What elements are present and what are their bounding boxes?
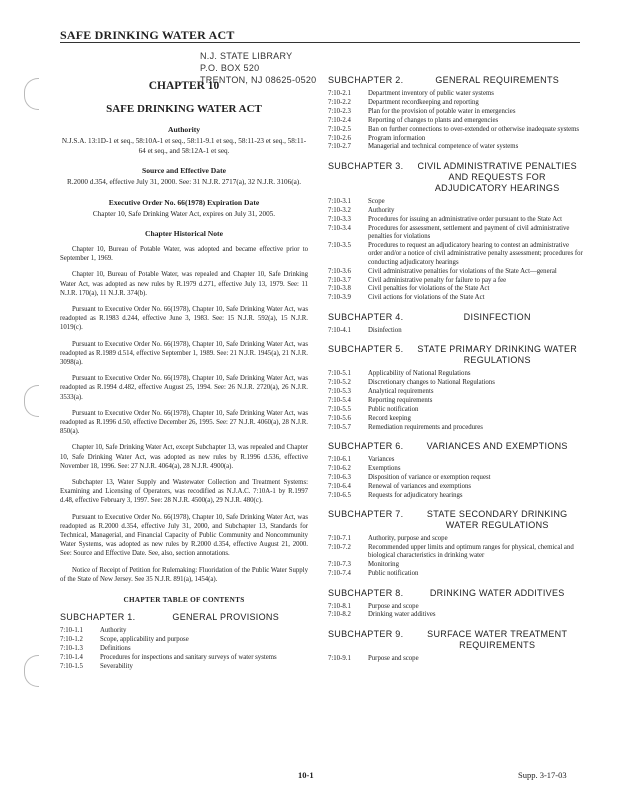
- subchapter-heading: [328, 629, 583, 651]
- section-number: 7:10-5.5: [328, 405, 351, 413]
- subchapter-title: CIVIL ADMINISTRATIVE PENALTIES AND REQUESTS FOR ADJUDICATORY HEARINGS: [417, 160, 577, 193]
- right-column: [328, 75, 583, 663]
- section-title: Ban on further connections to over-extended or otherwise inadequate systems: [368, 125, 580, 133]
- left-column: [60, 75, 308, 671]
- section-number: 7:10-2.4: [328, 116, 351, 124]
- section-title: Analytical requirements: [368, 387, 434, 395]
- section-number: 7:10-3.9: [328, 294, 351, 302]
- stamp-line: P.O. BOX 520: [200, 63, 260, 73]
- section-number: 7:10-3.8: [328, 285, 351, 293]
- subchapter-title: VARIANCES AND EXEMPTIONS: [426, 440, 568, 451]
- section-number: 7:10-5.1: [328, 370, 351, 378]
- section-number: 7:10-4.1: [328, 326, 351, 334]
- section-title: Department inventory of public water systems: [368, 90, 494, 97]
- section-number: 7:10-6.1: [328, 455, 351, 463]
- toc-entry: [328, 216, 583, 224]
- toc-entry: [328, 108, 583, 116]
- section-title: Variances: [368, 455, 395, 463]
- chapter-number: CHAPTER 10: [148, 80, 220, 92]
- toc-entry: [328, 268, 583, 276]
- subchapter-heading-row: [328, 629, 583, 651]
- section-number: 7:10-7.4: [328, 570, 351, 578]
- toc-entry: [328, 474, 583, 482]
- subchapter-label: SUBCHAPTER 2.: [328, 75, 404, 85]
- section-number: 7:10-2.6: [328, 134, 351, 142]
- section-number: 7:10-5.6: [328, 414, 351, 422]
- subchapter-heading-row: [328, 312, 583, 323]
- section-title: Purpose and scope: [368, 602, 419, 610]
- executive-order-text: Chapter 10, Safe Drinking Water Act, expires on July 31, 2005.: [92, 209, 276, 218]
- toc-entry: [328, 126, 583, 134]
- toc-entry: [328, 424, 583, 432]
- subchapter-label: SUBCHAPTER 7.: [328, 509, 404, 519]
- section-title: Civil administrative penalty for failure to pay a fee: [368, 276, 507, 284]
- section-number: 7:10-5.4: [328, 396, 351, 404]
- toc-entry: [328, 294, 583, 302]
- section-title: Plan for the provision of potable water in emergencies: [368, 107, 516, 115]
- history-paragraph: Pursuant to Executive Order No. 66(1978), Chapter 10, Safe Drinking Water Act, was readopted as R.1996 d.50, effective December 26, 1995. See: 27 N.J.R. 4060(a), 28 N.J.R. 850(a).: [60, 409, 308, 436]
- toc-entry: [328, 285, 583, 293]
- toc-entry: [328, 242, 583, 267]
- section-number: 7:10-3.2: [328, 206, 351, 214]
- section-number: 7:10-3.1: [328, 197, 351, 205]
- chapter-title: SAFE DRINKING WATER ACT: [106, 103, 262, 115]
- toc-entry: [60, 645, 308, 653]
- history-paragraph: Chapter 10, Safe Drinking Water Act, except Subchapter 13, was repealed and Chapter 10, Safe Drinking Water Act, was adopted as new rules by R.1996 d.536, effective November 18, 1996. See: 27 N.J.R. 4064(a), 28 N.J.R. 4900(a).: [60, 444, 308, 470]
- section-title: Civil actions for violations of the State Act: [368, 294, 485, 302]
- section-number: 7:10-1.1: [60, 627, 83, 635]
- toc-entry: [328, 456, 583, 464]
- section-number: 7:10-5.3: [328, 387, 351, 395]
- section-number: 7:10-2.2: [328, 98, 351, 106]
- section-title: Remediation requirements and procedures: [368, 423, 483, 431]
- toc-entry: [328, 117, 583, 125]
- subchapter-label: SUBCHAPTER 6.: [328, 440, 404, 451]
- section-title: Authority: [100, 627, 127, 635]
- source-heading: Source and Effective Date: [141, 166, 226, 175]
- toc-entry: [60, 636, 308, 644]
- section-title: Scope: [368, 197, 385, 205]
- toc-entry: [328, 492, 583, 500]
- history-paragraph: Pursuant to Executive Order No. 66(1978), Chapter 10, Safe Drinking Water Act, was readopted as R.1994 d.482, effective August 25, 1994. See: 26 N.J.R. 2720(a), 26 N.J.R. 3533(a).: [60, 375, 308, 401]
- header-rule: [60, 42, 580, 43]
- section-number: 7:10-1.4: [60, 653, 83, 661]
- section-title: Monitoring: [368, 561, 399, 569]
- section-title: Definitions: [100, 644, 131, 652]
- subchapter-heading-row: [328, 75, 583, 86]
- section-number: 7:10-5.2: [328, 379, 351, 387]
- section-number: 7:10-7.2: [328, 543, 351, 551]
- subchapter-heading: [60, 612, 308, 623]
- subchapter-heading: [328, 441, 583, 452]
- toc-entry: [328, 90, 583, 98]
- toc-entry: [328, 535, 583, 543]
- section-title: Reporting of changes to plants and emergencies: [368, 116, 499, 124]
- toc-entry: [328, 611, 583, 619]
- section-title: Disposition of variance or exemption request: [368, 473, 491, 481]
- subchapter-heading: [328, 509, 583, 531]
- authority-text: N.J.S.A. 13:1D-1 et seq., 58:10A-1 et seq., 58:11-9.1 et seq., 58:11-23 et seq., 58:11-64 et seq., and 58:12A-1 et seq.: [61, 137, 307, 155]
- toc-entry: [328, 207, 583, 215]
- section-number: 7:10-6.2: [328, 464, 351, 472]
- section-title: Public notification: [368, 570, 419, 578]
- toc-entry: [328, 397, 583, 405]
- section-number: 7:10-9.1: [328, 654, 351, 662]
- page-number: 10-1: [298, 770, 314, 780]
- section-number: 7:10-6.4: [328, 482, 351, 490]
- toc-entry: [328, 655, 583, 663]
- section-title: Reporting requirements: [368, 396, 433, 404]
- section-number: 7:10-2.5: [328, 125, 351, 133]
- toc-entry: [328, 370, 583, 378]
- section-title: Requests for adjudicatory hearings: [368, 491, 463, 499]
- section-title: Civil administrative penalties for violations of the State Act—general: [368, 267, 557, 275]
- source-text: R.2000 d.354, effective July 31, 2000. See: 31 N.J.R. 2717(a), 32 N.J.R. 3106(a).: [66, 178, 302, 186]
- history-paragraph: Chapter 10, Bureau of Potable Water, was repealed and Chapter 10, Safe Drinking Water Act, was adopted as new rules by R.1979 d.271, effective July 13, 1979. See: 11 N.J.R. 170(a), 11 N.J.R. 374(b).: [60, 271, 308, 297]
- section-title: Procedures for assessment, settlement and payment of civil administrative penalties for violations: [368, 224, 570, 240]
- history-paragraph: Chapter 10, Bureau of Potable Water, was adopted and became effective prior to September 1, 1969.: [60, 246, 308, 263]
- section-title: Authority: [368, 206, 395, 214]
- toc-entry: [328, 327, 583, 335]
- toc-heading: CHAPTER TABLE OF CONTENTS: [123, 596, 245, 605]
- history-paragraph: Pursuant to Executive Order No. 66(1978), Chapter 10, Safe Drinking Water Act, was readopted as R.1989 d.514, effective September 1, 1989. See: 21 N.J.R. 1945(a), 21 N.J.R. 3098(a).: [60, 340, 308, 367]
- authority-heading: Authority: [167, 125, 201, 134]
- subchapter-title: DRINKING WATER ADDITIVES: [429, 587, 565, 598]
- section-title: Purpose and scope: [368, 654, 419, 662]
- section-title: Disinfection: [368, 326, 402, 334]
- subchapter-title: GENERAL REQUIREMENTS: [435, 75, 560, 85]
- section-number: 7:10-3.3: [328, 215, 351, 223]
- toc-entry: [328, 225, 583, 242]
- section-number: 7:10-1.2: [60, 636, 83, 643]
- supplement-date: Supp. 3-17-03: [518, 770, 567, 780]
- section-number: 7:10-1.3: [60, 644, 83, 652]
- toc-entry: [60, 654, 308, 662]
- section-title: Department recordkeeping and reporting: [368, 98, 479, 106]
- subchapter-heading-row: [328, 509, 583, 531]
- toc-entry: [328, 135, 583, 143]
- subchapter-heading-row: [328, 441, 583, 452]
- toc-entry: [60, 627, 308, 635]
- subchapter-heading: [328, 588, 583, 599]
- section-number: 7:10-5.7: [328, 423, 351, 431]
- executive-order-heading: Executive Order No. 66(1978) Expiration Date: [108, 197, 260, 207]
- section-title: Program information: [368, 134, 426, 142]
- toc-left: [60, 612, 308, 671]
- subchapter-heading-row: [328, 161, 583, 194]
- running-head: SAFE DRINKING WATER ACT: [60, 28, 235, 42]
- section-title: Authority, purpose and scope: [368, 535, 448, 542]
- subchapter-label: SUBCHAPTER 9.: [328, 628, 404, 639]
- section-title: Exemptions: [368, 464, 401, 472]
- subchapter-label: SUBCHAPTER 3.: [328, 160, 404, 171]
- subchapter-heading-row: [328, 588, 583, 599]
- toc-entry: [328, 406, 583, 414]
- section-title: Procedures for inspections and sanitary surveys of water systems: [100, 653, 277, 661]
- section-title: Scope, applicability and purpose: [100, 636, 189, 643]
- toc-right: [328, 75, 583, 663]
- margin-mark: [24, 655, 39, 687]
- toc-entry: [328, 570, 583, 578]
- section-number: 7:10-1.5: [60, 662, 83, 670]
- toc-entry: [328, 99, 583, 107]
- section-title: Civil penalties for violations of the State Act: [368, 285, 490, 293]
- toc-entry: [328, 465, 583, 473]
- toc-entry: [328, 143, 583, 151]
- section-number: 7:10-2.3: [328, 107, 351, 115]
- section-number: 7:10-7.3: [328, 561, 351, 569]
- section-title: Public notification: [368, 405, 419, 413]
- subchapter-title: DISINFECTION: [463, 311, 531, 322]
- historical-note: [60, 245, 308, 584]
- subchapter-heading-row: [60, 612, 308, 623]
- section-number: 7:10-7.1: [328, 535, 351, 542]
- toc-entry: [328, 483, 583, 491]
- section-title: Procedures for issuing an administrative order pursuant to the State Act: [368, 215, 563, 223]
- subchapter-heading-row: [328, 344, 583, 366]
- subchapter-label: SUBCHAPTER 1.: [60, 612, 136, 623]
- section-number: 7:10-3.7: [328, 276, 351, 284]
- subchapter-heading: [328, 344, 583, 366]
- history-paragraph: Pursuant to Executive Order No. 66(1978), Chapter 10, Safe Drinking Water Act, was readopted as R.2000 d.354, effective July 31, 2000, and Subchapter 13, Standards for Technical, Managerial, and Financial Capacity of Public Community and Noncommunity Water Systems, was adopted as new rules by R.2000 d.354, effective August 21, 2000. See: Source and Effective Date. See, also, section annotations.: [60, 513, 308, 558]
- section-title: Severability: [100, 662, 133, 670]
- stamp-line: N.J. STATE LIBRARY: [200, 51, 293, 61]
- subchapter-heading: [328, 75, 583, 86]
- section-number: 7:10-3.5: [328, 241, 351, 249]
- historical-note-heading: Chapter Historical Note: [145, 229, 223, 238]
- section-title: Renewal of variances and exemptions: [368, 482, 472, 490]
- toc-entry: [328, 544, 583, 561]
- history-paragraph: Subchapter 13, Water Supply and Wastewater Collection and Treatment Systems: Examining and Licensing of Operators, was recodified as N.J.A.C. 7:10A-1 by R.1997 d.48, effective February 3, 1997. See: 28 N.J.R. 4500(a), 29 N.J.R. 480(c).: [60, 479, 308, 505]
- section-title: Discretionary changes to National Regulations: [368, 379, 495, 387]
- subchapter-label: SUBCHAPTER 4.: [328, 311, 404, 322]
- subchapter-title: SURFACE WATER TREATMENT REQUIREMENTS: [427, 628, 568, 650]
- subchapter-label: SUBCHAPTER 5.: [328, 344, 404, 355]
- toc-entry: [328, 277, 583, 285]
- section-number: 7:10-8.2: [328, 611, 351, 619]
- section-number: 7:10-8.1: [328, 602, 351, 610]
- section-number: 7:10-6.3: [328, 473, 351, 481]
- section-number: 7:10-2.7: [328, 143, 351, 151]
- toc-entry: [328, 603, 583, 611]
- history-paragraph: Notice of Receipt of Petition for Rulemaking: Fluoridation of the Public Water Supply of the State of New Jersey. See 35 N.J.R. 891(a), 1454(a).: [60, 566, 308, 583]
- toc-entry: [328, 415, 583, 423]
- section-title: Record keeping: [368, 414, 411, 422]
- toc-entry: [328, 379, 583, 387]
- subchapter-label: SUBCHAPTER 8.: [328, 587, 404, 598]
- section-number: 7:10-6.5: [328, 491, 351, 499]
- margin-mark: [24, 78, 39, 110]
- section-number: 7:10-3.4: [328, 224, 351, 232]
- subchapter-heading: [328, 161, 583, 194]
- toc-entry: [328, 388, 583, 396]
- toc-entry: [60, 663, 308, 671]
- section-title: Recommended upper limits and optimum ranges for physical, chemical and biological characteristics in drinking water: [368, 543, 574, 560]
- subchapter-title: GENERAL PROVISIONS: [172, 612, 279, 623]
- section-title: Managerial and technical competence of water systems: [368, 143, 519, 151]
- history-paragraph: Pursuant to Executive Order No. 66(1978), Chapter 10, Safe Drinking Water Act, was readopted as R.1983 d.244, effective June 3, 1983. See: 15 N.J.R. 592(a), 15 N.J.R. 1019(c).: [60, 306, 308, 332]
- section-title: Applicability of National Regulations: [368, 370, 471, 378]
- section-title: Drinking water additives: [368, 611, 436, 619]
- section-number: 7:10-2.1: [328, 90, 351, 97]
- section-number: 7:10-3.6: [328, 267, 351, 275]
- subchapter-heading: [328, 312, 583, 323]
- toc-entry: [328, 561, 583, 569]
- stamp-line: TRENTON, NJ 08625-0520: [200, 75, 317, 85]
- margin-mark: [24, 385, 39, 417]
- section-title: Procedures to request an adjudicatory hearing to contest an administrative order and/or a notice of civil administrative penalty assessment; procedures for conducting adjudicatory hearings: [368, 241, 583, 266]
- subchapter-title: STATE SECONDARY DRINKING WATER REGULATIONS: [426, 509, 568, 530]
- subchapter-title: STATE PRIMARY DRINKING WATER REGULATIONS: [417, 344, 578, 366]
- toc-entry: [328, 198, 583, 206]
